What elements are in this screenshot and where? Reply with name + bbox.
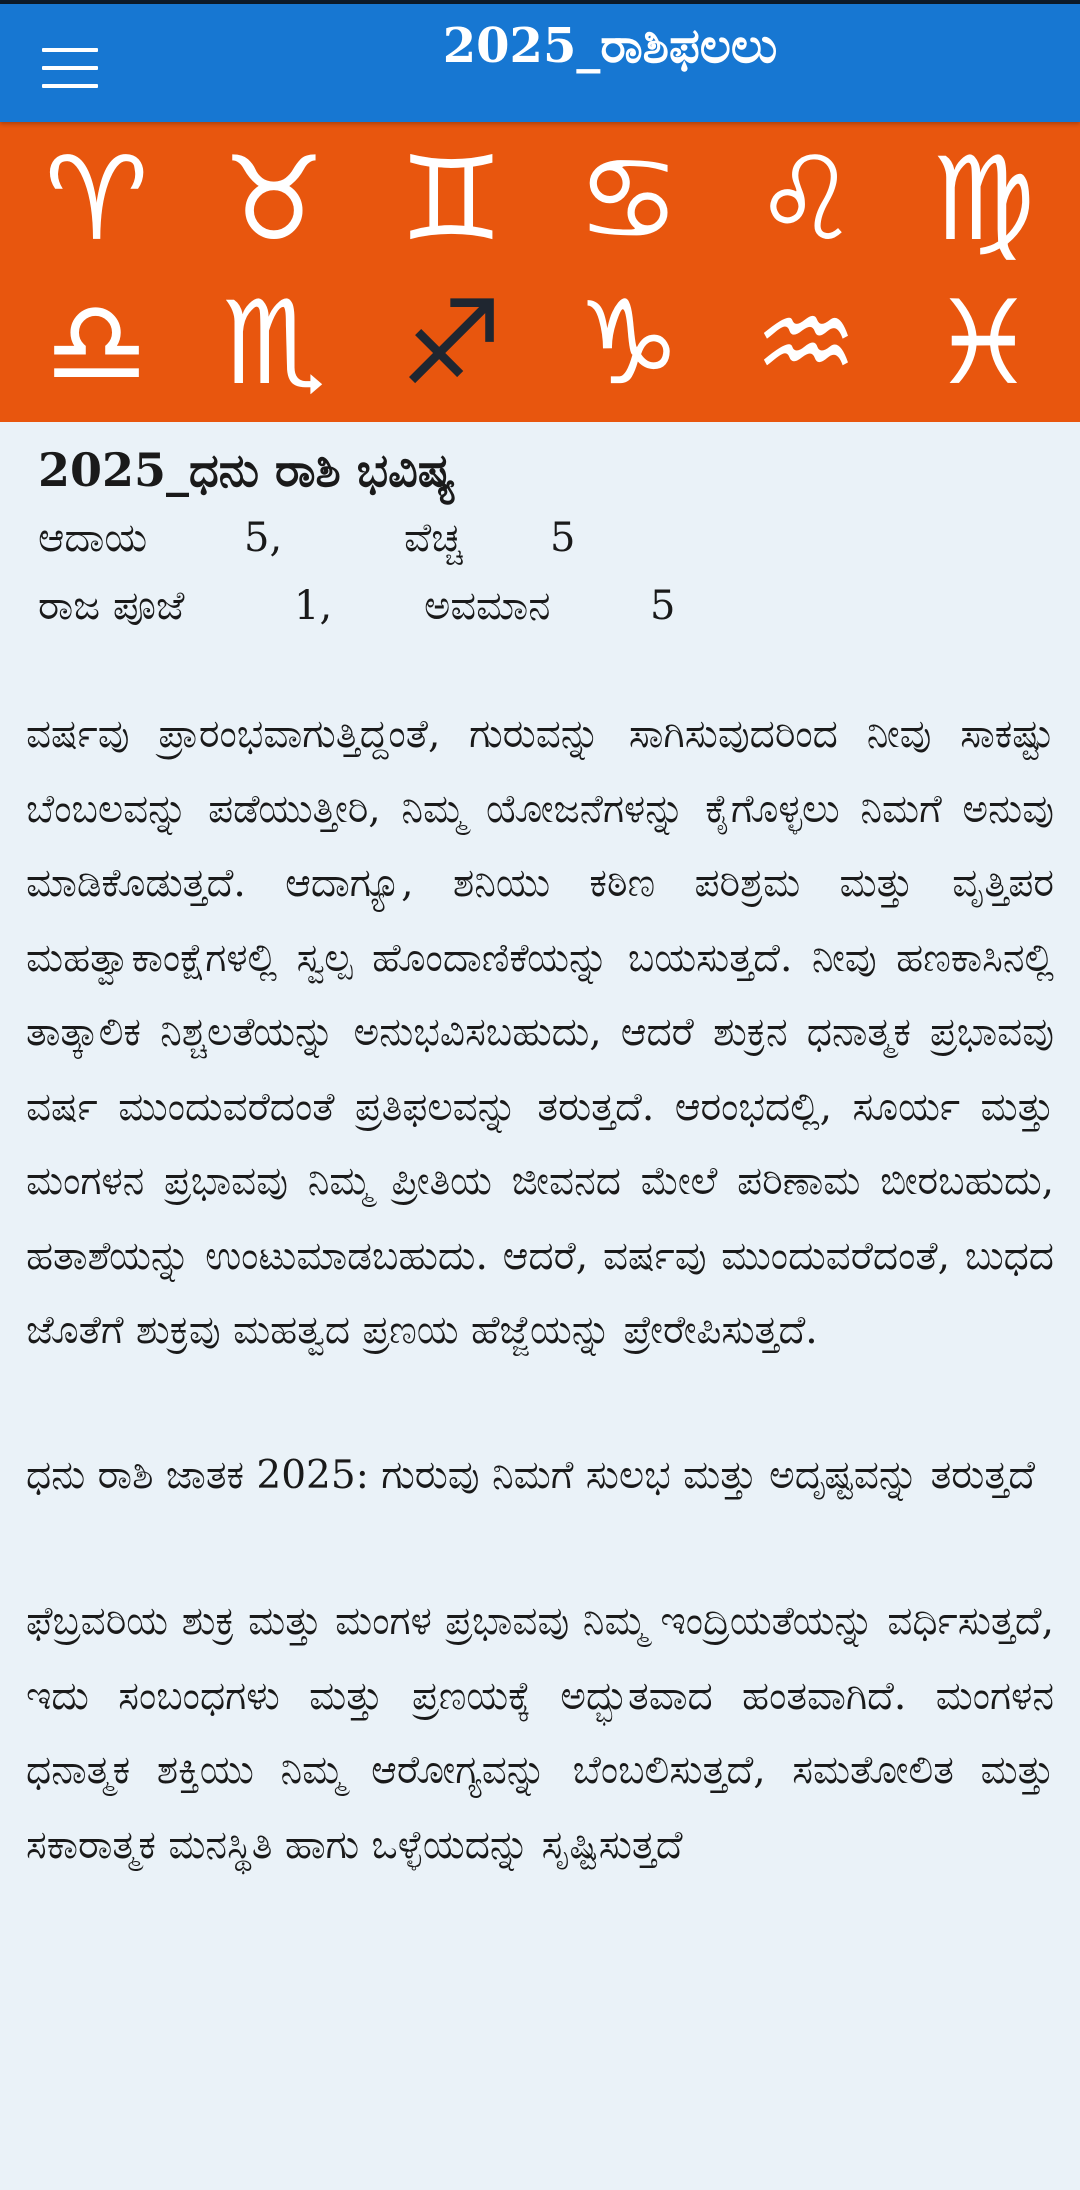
- app-bar: [0, 4, 1080, 122]
- page-title: 2025_ಧನು ರಾಶಿ ಭವಿಷ್ಯ: [38, 443, 456, 497]
- scorpio-icon[interactable]: ♏: [221, 276, 326, 411]
- honor-value: 1,: [294, 583, 333, 629]
- stat-row-honor-insult: [26, 572, 1054, 640]
- aquarius-icon[interactable]: ♒: [753, 276, 858, 411]
- gemini-icon[interactable]: ♊: [399, 132, 504, 267]
- capricorn-icon[interactable]: ♑: [576, 276, 681, 411]
- pisces-icon[interactable]: ♓: [931, 276, 1036, 411]
- cancer-icon[interactable]: ♋: [576, 132, 681, 267]
- article-content: [0, 422, 1080, 1883]
- aries-icon[interactable]: ♈: [44, 132, 149, 267]
- virgo-icon[interactable]: ♍: [931, 132, 1036, 267]
- taurus-icon[interactable]: ♉: [221, 132, 326, 267]
- libra-icon[interactable]: ♎: [44, 276, 149, 411]
- expense-label: ವೆಚ್ಚ: [404, 515, 463, 561]
- expense-value: 5: [550, 515, 576, 561]
- honor-label: ರಾಜ ಪೂಜೆ: [38, 583, 185, 629]
- income-value: 5,: [244, 515, 283, 561]
- paragraph-intro: ವರ್ಷವು ಪ್ರಾರಂಭವಾಗುತ್ತಿದ್ದಂತೆ, ಗುರುವನ್ನು ಸಾಗಿಸುವುದರಿಂದ ನೀವು ಸಾಕಷ್ಟು ಬೆಂಬಲವನ್ನು ಪಡೆಯುತ್ತೀರಿ, ನಿಮ್ಮ ಯೋಜನೆಗಳನ್ನು ಕೈಗೊಳ್ಳಲು ನಿಮಗೆ ಅನುವು ಮಾಡಿಕೊಡುತ್ತದೆ. ಆದಾಗ್ಯೂ, ಶನಿಯು ಕಠಿಣ ಪರಿಶ್ರಮ ಮತ್ತು ವೃತ್ತಿಪರ ಮಹತ್ವಾಕಾಂಕ್ಷೆಗಳಲ್ಲಿ ಸ್ವಲ್ಪ ಹೊಂದಾಣಿಕೆಯನ್ನು ಬಯಸುತ್ತದೆ. ನೀವು ಹಣಕಾಸಿನಲ್ಲಿ ತಾತ್ಕಾಲಿಕ ನಿಶ್ಚಲತೆಯನ್ನು ಅನುಭವಿಸಬಹುದು, ಆದರೆ ಶುಕ್ರನ ಧನಾತ್ಮಕ ಪ್ರಭಾವವು ವರ್ಷ ಮುಂದುವರೆದಂತೆ ಪ್ರತಿಫಲವನ್ನು ತರುತ್ತದೆ. ಆರಂಭದಲ್ಲಿ, ಸೂರ್ಯ ಮತ್ತು ಮಂಗಳನ ಪ್ರಭಾವವು ನಿಮ್ಮ ಪ್ರೀತಿಯ ಜೀವನದ ಮೇಲೆ ಪರಿಣಾಮ ಬೀರಬಹುದು, ಹತಾಶೆಯನ್ನು ಉಂಟುಮಾಡಬಹುದು. ಆದರೆ, ವರ್ಷವು ಮುಂದುವರೆದಂತೆ, ಬುಧದ ಜೊತೆಗೆ ಶುಕ್ರವು ಮಹತ್ವದ ಪ್ರಣಯ ಹೆಜ್ಜೆಯನ್ನು ಪ್ರೇರೇಪಿಸುತ್ತದೆ.: [26, 712, 1054, 1353]
- paragraph-february: ಫೆಬ್ರವರಿಯ ಶುಕ್ರ ಮತ್ತು ಮಂಗಳ ಪ್ರಭಾವವು ನಿಮ್ಮ ಇಂದ್ರಿಯತೆಯನ್ನು ವರ್ಧಿಸುತ್ತದೆ, ಇದು ಸಂಬಂಧಗಳು ಮತ್ತು ಪ್ರಣಯಕ್ಕೆ ಅದ್ಭುತವಾದ ಹಂತವಾಗಿದೆ. ಮಂಗಳನ ಧನಾತ್ಮಕ ಶಕ್ತಿಯು ನಿಮ್ಮ ಆರೋಗ್ಯವನ್ನು ಬೆಂಬಲಿಸುತ್ತದೆ, ಸಮತೋಲಿತ ಮತ್ತು ಸಕಾರಾತ್ಮಕ ಮನಸ್ಥಿತಿ ಹಾಗು ಒಳ್ಳೆಯದನ್ನು ಸೃಷ್ಟಿಸುತ್ತದೆ: [26, 1599, 1054, 1868]
- insult-label: ಅವಮಾನ: [424, 583, 551, 629]
- leo-icon[interactable]: ♌: [753, 132, 858, 267]
- insult-value: 5: [650, 583, 676, 629]
- zodiac-banner: [0, 122, 1080, 422]
- sagittarius-icon[interactable]: ♐: [399, 276, 504, 411]
- paragraph-subheading: ಧನು ರಾಶಿ ಜಾತಕ 2025: ಗುರುವು ನಿಮಗೆ ಸುಲಭ ಮತ್ತು ಅದೃಷ್ಟವನ್ನು ತರುತ್ತದೆ: [26, 1452, 1036, 1498]
- income-label: ಆದಾಯ: [38, 515, 148, 561]
- stat-row-income-expense: [26, 504, 1054, 572]
- app-title: 2025_ರಾಶಿಫಲಲು: [442, 18, 778, 74]
